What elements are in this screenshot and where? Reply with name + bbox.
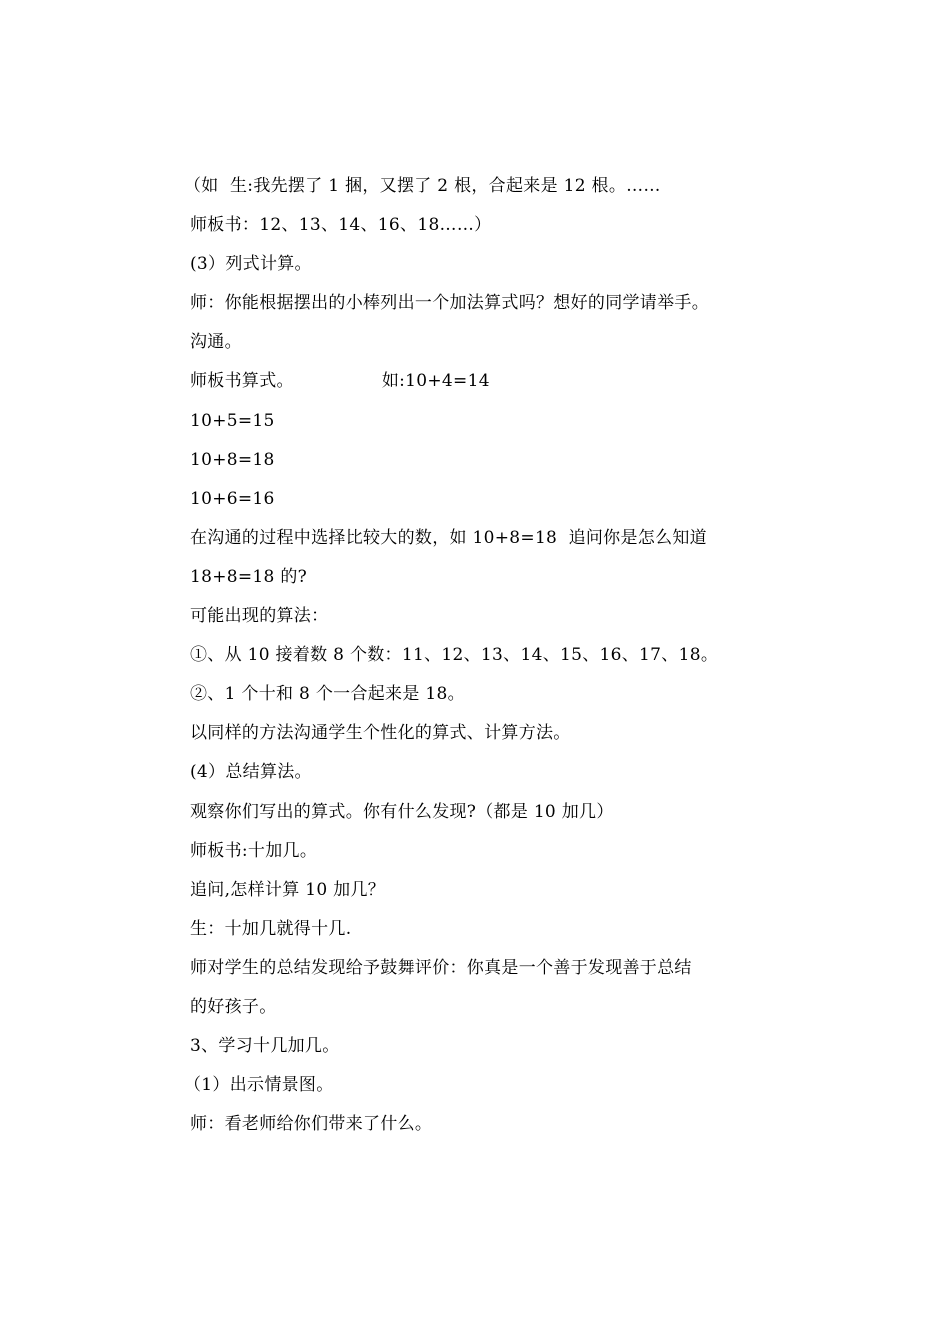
text-line: 师：看老师给你们带来了什么。 bbox=[190, 1114, 433, 1135]
section-heading: （1）出示情景图。 bbox=[184, 1075, 334, 1096]
text-line: 18+8=18 的? bbox=[190, 566, 308, 587]
section-heading: (3）列式计算。 bbox=[190, 254, 312, 275]
text-line: 在沟通的过程中选择比较大的数，如 10+8=18 追问你是怎么知道 bbox=[190, 527, 707, 548]
text-line: （如 生:我先摆了 1 捆，又摆了 2 根，合起来是 12 根。…… bbox=[184, 176, 661, 196]
text-line: 观察你们写出的算式。你有什么发现?（都是 10 加几） bbox=[190, 801, 614, 822]
text-line: 师对学生的总结发现给予鼓舞评价：你真是一个善于发现善于总结 bbox=[190, 957, 692, 978]
text-line: 的好孩子。 bbox=[190, 996, 277, 1017]
text-segment: 师板书算式。 bbox=[190, 371, 294, 392]
text-line: 沟通。 bbox=[190, 332, 242, 353]
document-body bbox=[184, 171, 790, 1148]
section-heading: (4）总结算法。 bbox=[190, 762, 312, 783]
text-line: 生：十加几就得十几. bbox=[190, 918, 352, 939]
equation-line: 10+8=18 bbox=[190, 449, 275, 470]
text-line: 以同样的方法沟通学生个性化的算式、计算方法。 bbox=[190, 723, 571, 744]
list-item: ①、从 10 接着数 8 个数：11、12、13、14、15、16、17、18。 bbox=[190, 645, 719, 666]
example-equation: 如:10+4=14 bbox=[381, 371, 490, 392]
text-line: 师：你能根据摆出的小棒列出一个加法算式吗？想好的同学请举手。 bbox=[190, 293, 709, 314]
text-line: 追问,怎样计算 10 加几？ bbox=[190, 879, 386, 900]
text-line: 可能出现的算法： bbox=[190, 606, 329, 627]
equation-line: 10+6=16 bbox=[190, 488, 275, 509]
list-item: ②、1 个十和 8 个一合起来是 18。 bbox=[190, 684, 465, 705]
text-line: 师板书：12、13、14、16、18……） bbox=[190, 215, 492, 236]
text-line-with-example bbox=[190, 366, 790, 405]
text-line: 师板书:十加几。 bbox=[190, 840, 318, 861]
equation-line: 10+5=15 bbox=[190, 410, 275, 431]
section-heading: 3、学习十几加几。 bbox=[190, 1036, 340, 1057]
